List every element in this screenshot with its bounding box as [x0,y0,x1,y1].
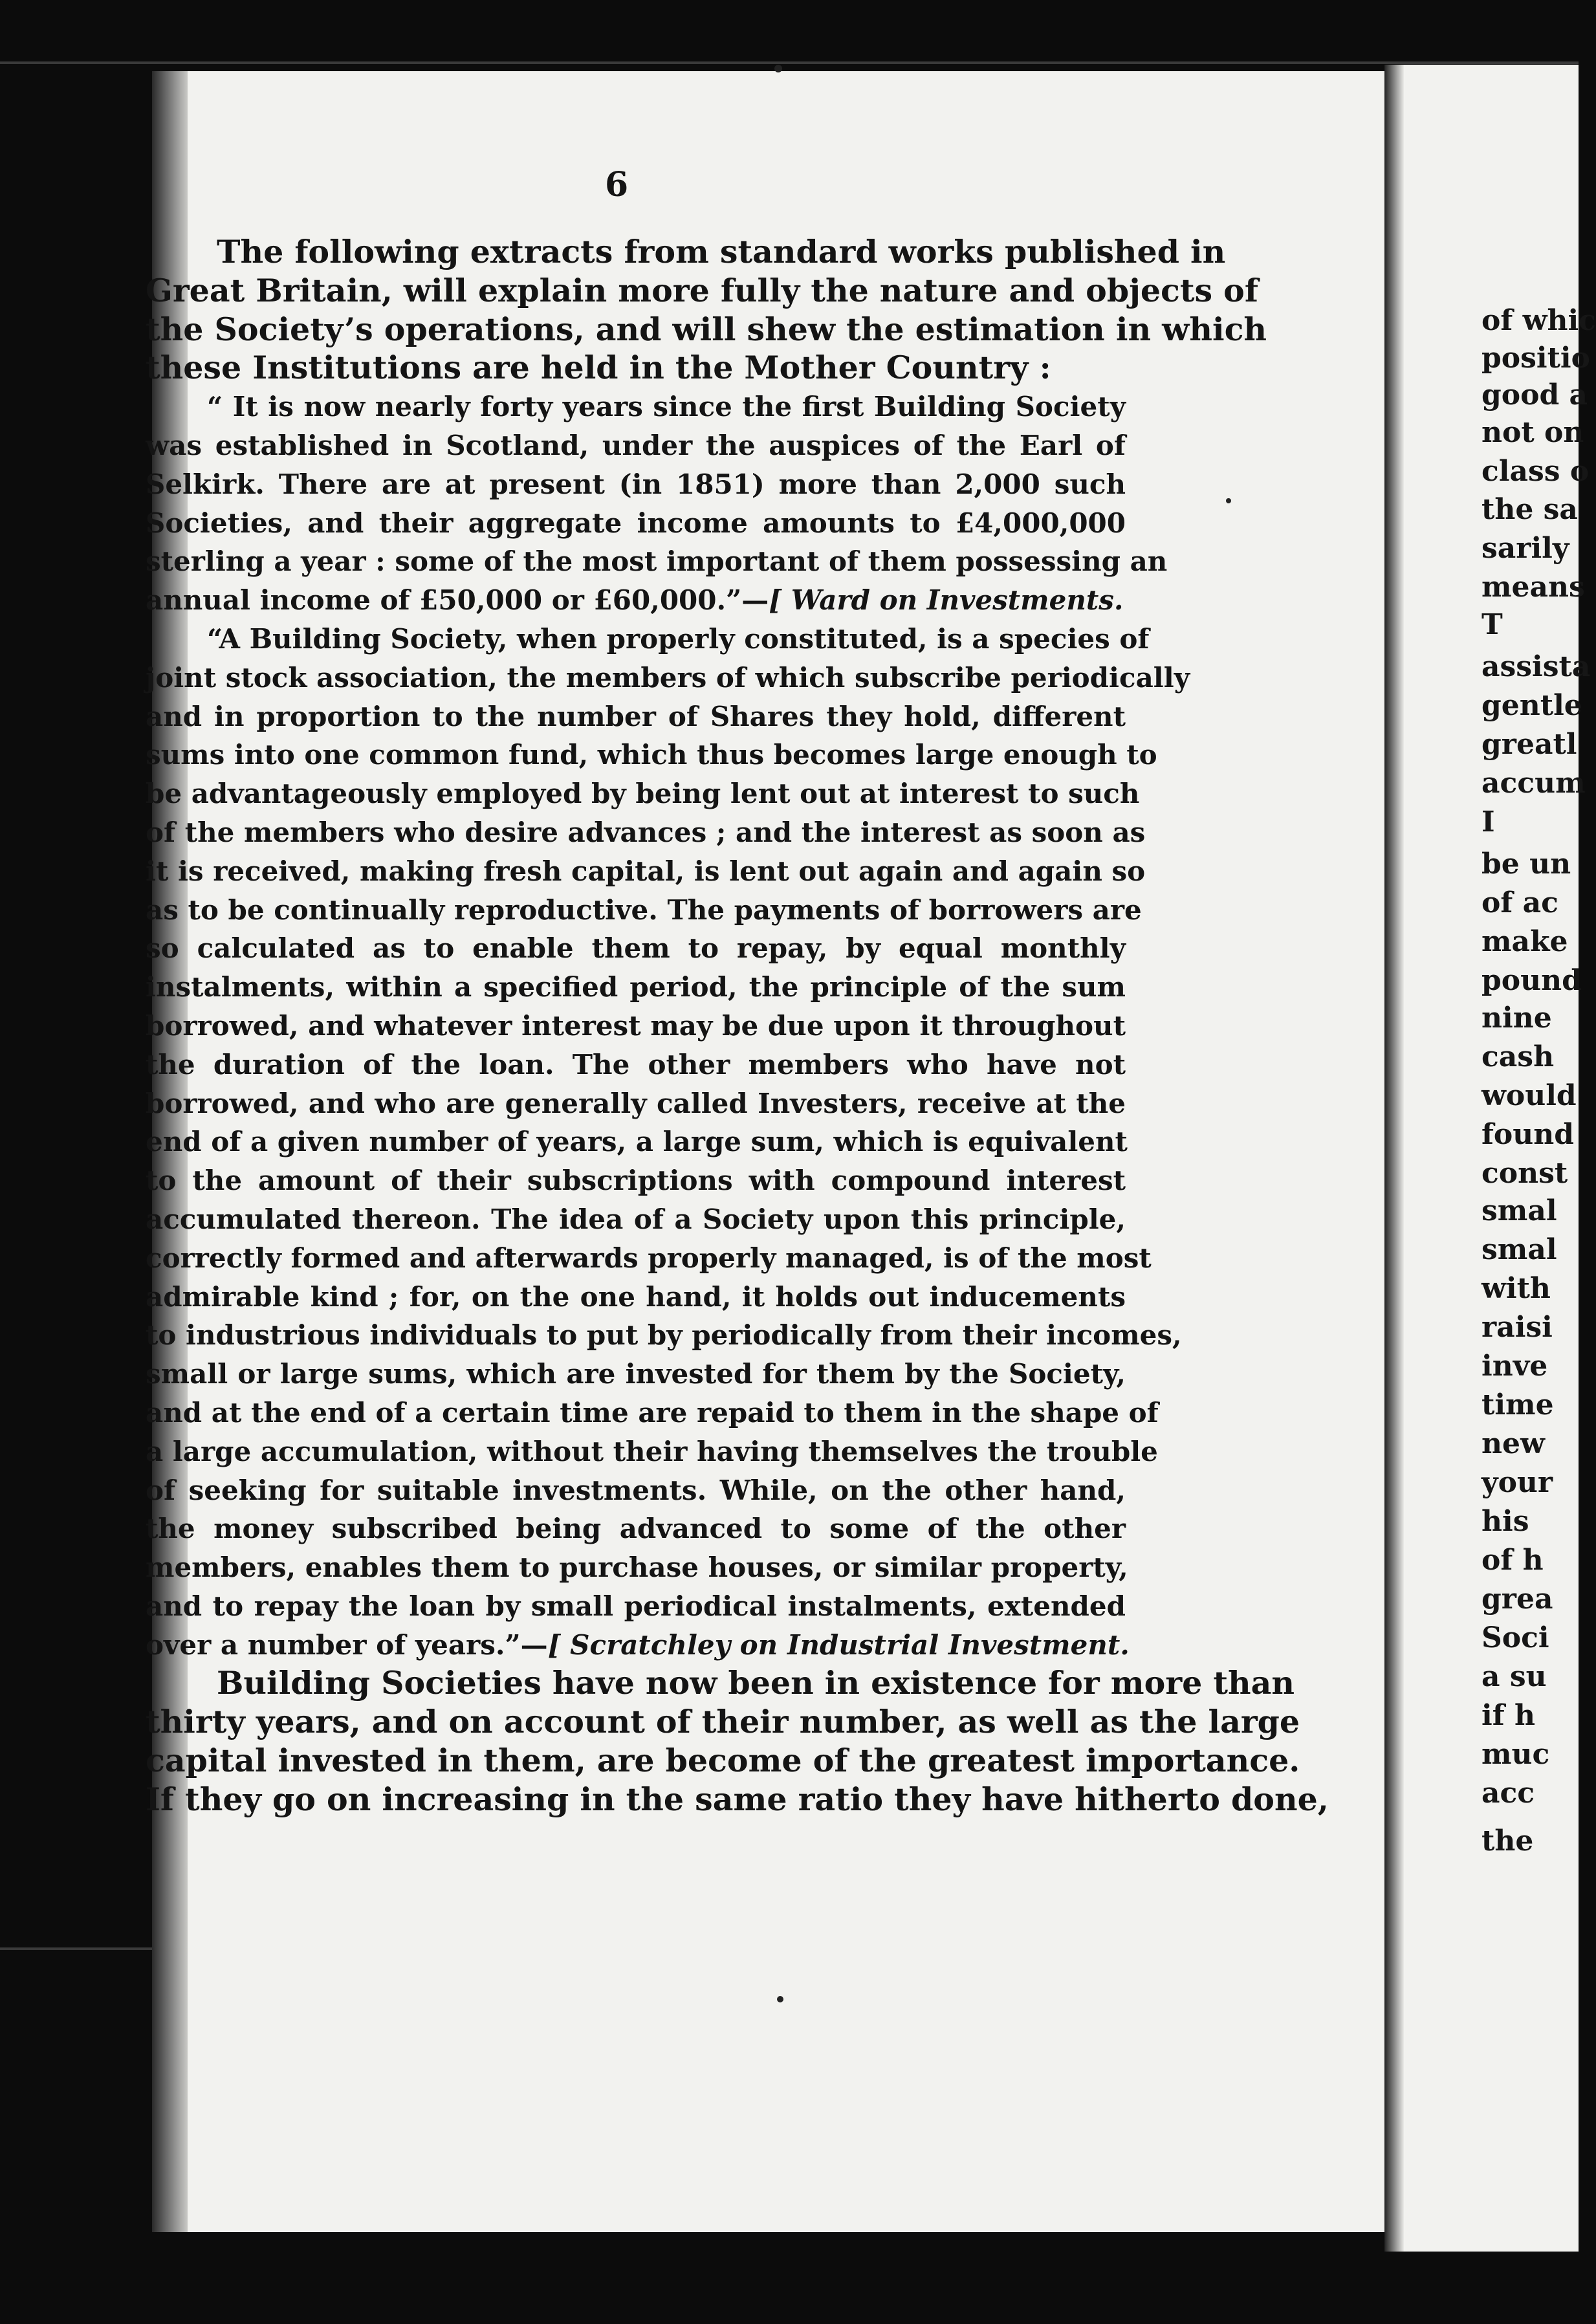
facing-page-fragment: good a [1481,378,1588,411]
text-line [146,426,1126,465]
text-line-content: and to repay the loan by small periodical instalments, extended [146,1590,1126,1622]
text-line-content: so calculated as to enable them to repay, by equal monthly [146,932,1126,965]
text-line [146,813,1146,852]
text-line-content: over a number of years.”— [146,1628,548,1661]
text-line-content: to the amount of their subscriptions with compound interest [146,1165,1126,1197]
text-line-content: the Society’s operations, and will shew the estimation in which [146,310,1267,348]
text-line-content: sterling a year : some of the most important of them possessing an [146,545,1168,578]
text-line [146,968,1126,1007]
facing-page-gutter-shadow [1384,65,1404,2252]
facing-page-fragment: grea [1481,1583,1553,1616]
text-line [146,1046,1126,1084]
text-line [146,697,1126,736]
facing-page-fragment: acc [1481,1777,1535,1810]
text-line-content: borrowed, and whatever interest may be due upon it throughout [146,1009,1126,1042]
text-line-content: the money subscribed being advanced to some of the other [146,1513,1126,1545]
facing-page-fragment: smal [1481,1194,1557,1227]
facing-page-fragment: raisi [1481,1311,1553,1344]
text-line-content: of seeking for suitable investments. While, on the other hand, [146,1474,1126,1506]
ink-speck [774,65,782,72]
facing-page-fragment: of whic [1481,304,1596,337]
text-line-content: sums into one common fund, which thus becomes large enough to [146,739,1157,771]
text-line [146,310,1267,349]
text-line [146,542,1168,581]
text-line-content: and in proportion to the number of Shares they hold, different [146,700,1126,732]
facing-page-fragment: new [1481,1427,1545,1460]
facing-page-fragment: positio [1481,342,1590,375]
facing-page-fragment: not on [1481,416,1584,449]
text-line [146,1123,1126,1161]
text-line-content: was established in Scotland, under the auspices of the Earl of [146,429,1126,461]
facing-page-fragment: accum [1481,767,1586,800]
text-line [146,1780,1329,1819]
text-line [146,1161,1126,1200]
text-line-content: of the members who desire advances ; and the interest as soon as [146,816,1146,848]
facing-page-fragment: class o [1481,455,1590,488]
text-line-content: joint stock association, the members of which subscribe periodically [146,661,1190,694]
text-line-content: to industrious individuals to put by periodically from their incomes, [146,1319,1182,1352]
text-line [146,1626,1130,1665]
text-line-content: small or large sums, which are invested for them by the Society, [146,1358,1126,1390]
text-line [146,271,1258,311]
text-line-content: correctly formed and afterwards properly managed, is of the most [146,1242,1152,1274]
text-line-content: If they go on increasing in the same ratio they have hitherto done, [146,1780,1329,1818]
facing-page-fragment: Soci [1481,1621,1549,1654]
facing-page-fragment: make [1481,925,1568,958]
text-line [146,465,1126,504]
text-line [146,891,1142,930]
facing-page-fragment: smal [1481,1233,1557,1266]
text-line [146,929,1126,968]
text-line-content: Building Societies have now been in existence for more than [217,1664,1295,1702]
text-line-content: a large accumulation, without their having themselves the trouble [146,1435,1158,1467]
text-line-content: Societies, and their aggregate income amounts to £4,000,000 [146,507,1126,539]
text-line-content: as to be continually reproductive. The payments of borrowers are [146,893,1142,926]
ink-speck [777,1996,783,2002]
text-line-content: it is received, making fresh capital, is lent out again and again so [146,855,1146,887]
text-line [146,1664,1295,1703]
text-line [146,1509,1126,1548]
body-text [146,233,1329,1819]
text-line-content: admirable kind ; for, on the one hand, it holds out inducements [146,1280,1126,1313]
facing-page-fragment: pound [1481,964,1582,997]
text-line [146,504,1126,543]
facing-page-fragment: cash [1481,1040,1555,1073]
text-line [146,659,1190,697]
text-line [146,1742,1300,1781]
text-line-content: Selkirk. There are at present (in 1851) more than 2,000 such [146,468,1126,500]
text-line-content: end of a given number of years, a large sum, which is equivalent [146,1126,1128,1158]
text-line [146,1007,1126,1046]
facing-page-fragment: sarily [1481,532,1569,565]
text-line-content: be advantageously employed by being lent out at interest to such [146,778,1140,810]
text-line-content: “ It is now nearly forty years since the first Building Society [207,391,1126,423]
text-line [146,388,1126,426]
text-line [146,852,1146,891]
text-line [146,620,1150,659]
facing-page-fragment: const [1481,1157,1568,1190]
text-line [146,1471,1126,1510]
text-line-content: The following extracts from standard works published in [217,233,1226,270]
text-line [146,1394,1159,1432]
text-line [146,1278,1126,1317]
text-line-content: instalments, within a specified period, the principle of the sum [146,971,1126,1003]
text-line-content: Great Britain, will explain more fully the nature and objects of [146,271,1258,309]
facing-page [1384,65,1596,2252]
text-line [146,736,1157,774]
facing-page-fragment: the sa [1481,493,1578,526]
facing-page-fragment: means [1481,571,1585,604]
facing-page-fragment: with [1481,1272,1551,1305]
text-line-content: thirty years, and on account of their number, as well as the large [146,1703,1300,1741]
facing-page-fragment: be un [1481,848,1571,881]
text-line [146,349,1126,388]
facing-page-fragment: the [1481,1825,1534,1858]
facing-page-fragment: inve [1481,1350,1548,1383]
facing-page-fragment: would [1481,1079,1577,1112]
facing-page-fragment: I [1481,806,1495,839]
text-line-content: the duration of the loan. The other members who have not [146,1048,1126,1080]
text-line [146,581,1126,620]
text-line [146,1703,1300,1742]
text-line-content: capital invested in them, are become of the greatest importance. [146,1742,1300,1780]
text-line [146,1316,1182,1355]
text-line [146,1587,1126,1626]
facing-page-fragment: found [1481,1118,1575,1151]
facing-page-fragment: nine [1481,1002,1552,1035]
citation: [ Ward on Investments. [769,584,1124,617]
text-line [146,1548,1126,1587]
text-line [146,1239,1152,1278]
facing-page-fragment: your [1481,1466,1553,1499]
facing-page-fragment: a su [1481,1660,1547,1693]
text-line [146,774,1140,813]
text-line-content: and at the end of a certain time are repaid to them in the shape of [146,1396,1159,1429]
facing-page-fragment: of h [1481,1544,1544,1577]
text-line-content: “A Building Society, when properly constituted, is a species of [207,622,1150,655]
ink-speck [1226,498,1231,503]
facing-page-fragment: if h [1481,1699,1535,1732]
text-line [146,1200,1126,1239]
facing-page-fragment: muc [1481,1738,1550,1771]
text-line-content: these Institutions are held in the Mother Country : [146,349,1051,387]
page-number: 6 [605,165,629,204]
facing-page-fragment: T [1481,608,1503,641]
text-line-content: borrowed, and who are generally called Investers, receive at the [146,1087,1126,1119]
facing-page-fragment: assista [1481,650,1591,683]
text-line-content: members, enables them to purchase houses, or similar property, [146,1551,1128,1584]
facing-page-fragment: greatl [1481,728,1577,761]
facing-page-fragment: gentle [1481,689,1582,722]
text-line [146,1084,1126,1123]
text-line [146,1355,1126,1394]
facing-page-fragment: time [1481,1388,1554,1421]
scan-artifact [0,61,1579,64]
text-line [146,1432,1158,1471]
text-line [146,233,1226,272]
text-line-content: accumulated thereon. The idea of a Society upon this principle, [146,1203,1126,1235]
text-line-content: annual income of £50,000 or £60,000.”— [146,584,769,617]
facing-page-fragment: of ac [1481,886,1558,919]
citation: [ Scratchley on Industrial Investment. [547,1628,1130,1661]
facing-page-fragment: his [1481,1505,1529,1538]
